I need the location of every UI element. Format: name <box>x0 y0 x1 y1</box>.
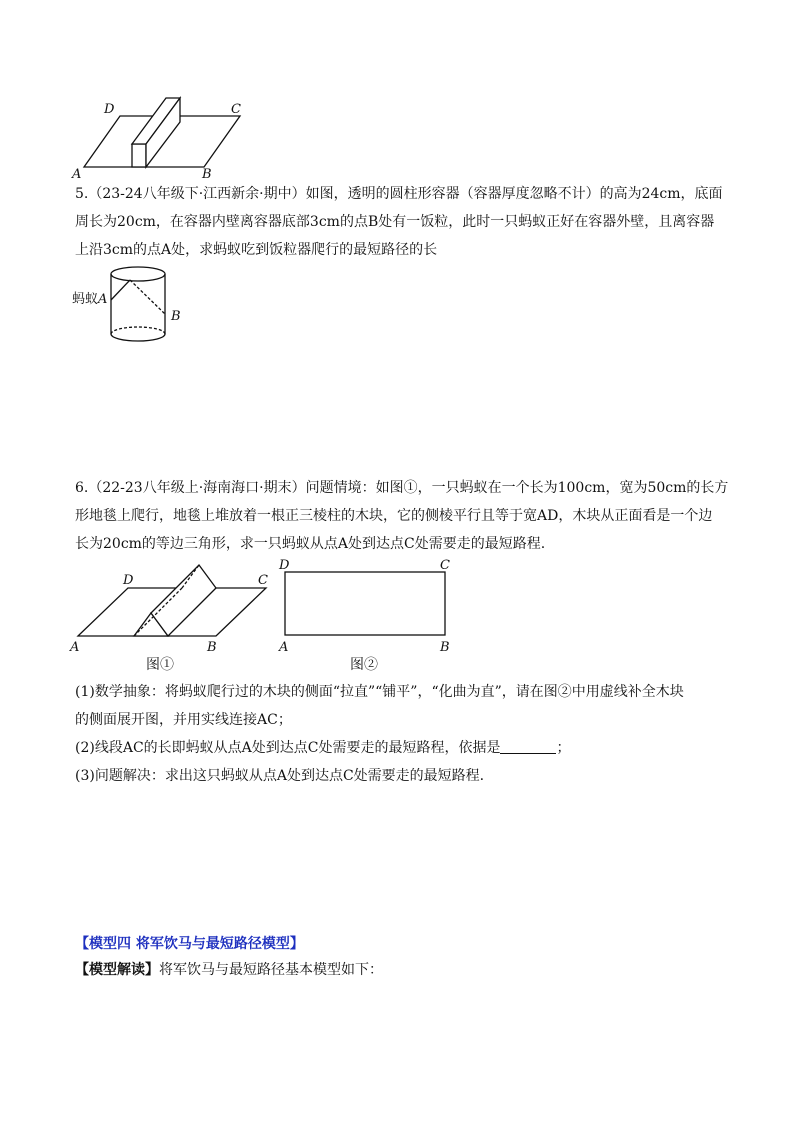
q6-fig2-label-b: B <box>440 640 450 655</box>
model4-reading-line: 【模型解读】将军饮马与最短路径基本模型如下： <box>75 962 383 978</box>
q6-sub1-line-2: 的侧面展开图，并用实线连接AC； <box>75 712 292 728</box>
top-fig-label-c: C <box>231 102 241 117</box>
q5-cylinder-figure <box>108 262 198 347</box>
top-carpet-figure <box>70 92 260 182</box>
q6-fig1-label-d: D <box>123 573 134 588</box>
q6-fig2-label-d: D <box>279 558 290 573</box>
q5-fig-label-b: B <box>171 309 181 324</box>
q6-figure-1 <box>66 558 276 658</box>
q6-fig2-caption: 图② <box>350 657 378 673</box>
model4-heading: 【模型四 将军饮马与最短路径模型】 <box>75 936 304 952</box>
q5-line-2: 周长为20cm，在容器内壁离容器底部3cm的点B处有一饭粒，此时一只蚂蚁正好在容器外壁，且离容器 <box>75 214 715 230</box>
q6-sub2-line: (2)线段AC的长即蚂蚁从点A处到达点C处需要走的最短路程，依据是 ； <box>75 740 571 756</box>
q5-fig-ant-label: 蚂蚁A <box>72 292 108 307</box>
top-fig-label-b: B <box>202 167 212 182</box>
q5-line-3: 上沿3cm的点A处，求蚂蚁吃到饭粒器爬行的最短路径的长 <box>75 242 438 258</box>
top-fig-label-d: D <box>104 102 115 117</box>
q6-fig1-caption: 图① <box>146 657 174 673</box>
q6-fig2-label-a: A <box>279 640 289 655</box>
q6-line-1: 6.（22-23八年级上·海南海口·期末）问题情境：如图①，一只蚂蚁在一个长为100cm，宽为50cm的长方 <box>75 480 729 496</box>
q6-fig1-label-b: B <box>207 640 217 655</box>
q6-sub1-line-1: (1)数学抽象：将蚂蚁爬行过的木块的侧面“拉直”“铺平”，“化曲为直”，请在图②中用虚线补全木块 <box>75 684 684 700</box>
q5-line-1: 5.（23-24八年级下·江西新余·期中）如图，透明的圆柱形容器（容器厚度忽略不计）的高为24cm，底面 <box>75 186 723 202</box>
q6-line-2: 形地毯上爬行，地毯上堆放着一根正三棱柱的木块，它的侧棱平行且等于宽AD，木块从正面看是一个边 <box>75 508 713 524</box>
top-fig-label-a: A <box>72 167 82 182</box>
q6-sub3-line: (3)问题解决：求出这只蚂蚁从点A处到达点C处需要走的最短路程. <box>75 768 485 784</box>
q6-fig2-label-c: C <box>440 558 450 573</box>
q6-fig1-label-a: A <box>70 640 80 655</box>
q6-figure-2 <box>275 556 465 656</box>
q6-fig1-label-c: C <box>258 573 268 588</box>
q6-line-3: 长为20cm的等边三角形，求一只蚂蚁从点A处到达点C处需要走的最短路程. <box>75 536 546 552</box>
answer-blank[interactable] <box>500 739 556 754</box>
